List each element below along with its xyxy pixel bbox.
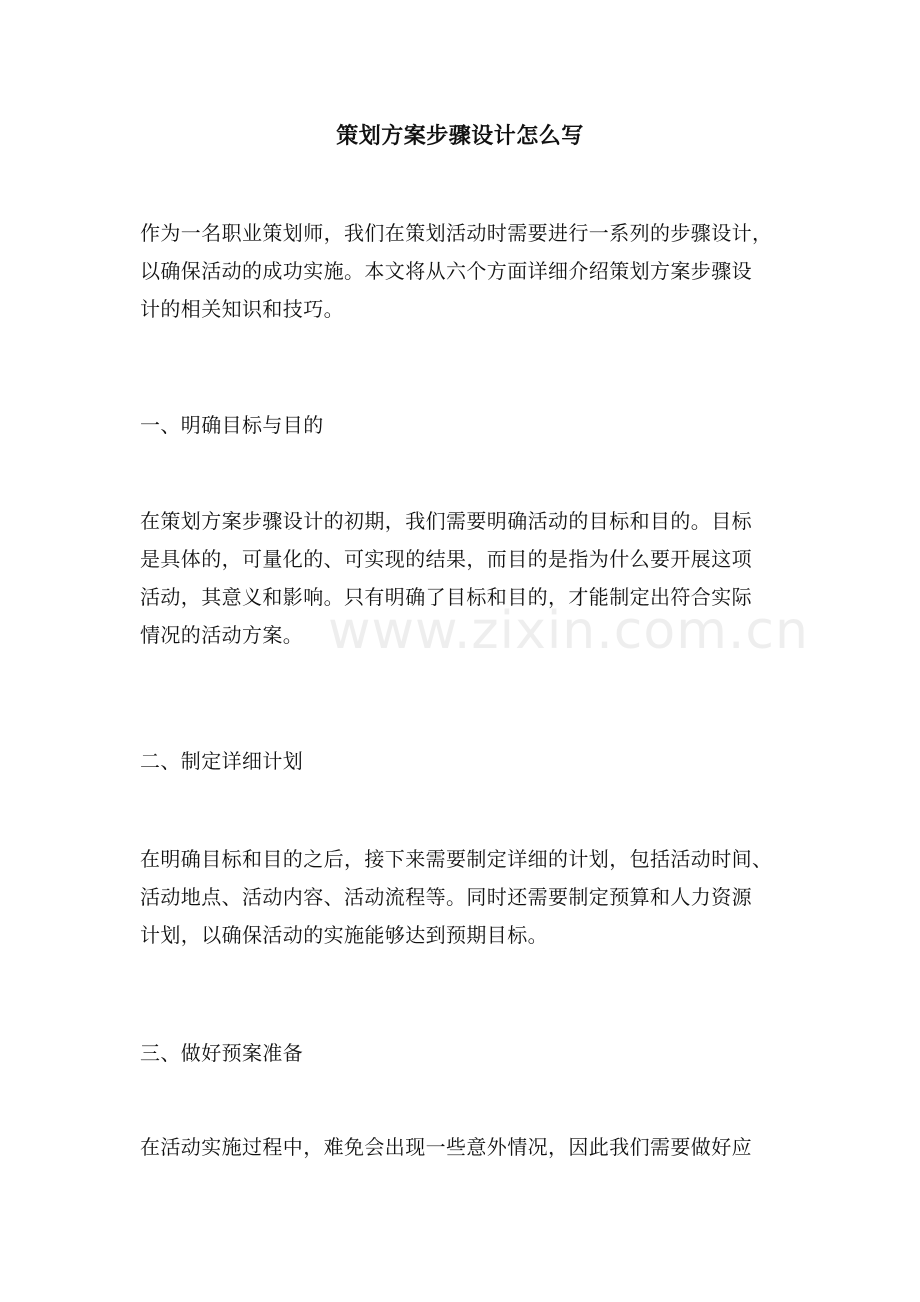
paragraph-line: 情况的活动方案。: [140, 623, 304, 647]
paragraph-line: 计的相关知识和技巧。: [140, 297, 344, 321]
section-heading-2: 二、制定详细计划: [140, 749, 304, 773]
section-heading-1: 一、明确目标与目的: [140, 413, 324, 437]
paragraph-line: 活动，其意义和影响。只有明确了目标和目的，才能制定出符合实际: [140, 585, 752, 609]
paragraph-line: 计划，以确保活动的实施能够达到预期目标。: [140, 923, 548, 947]
intro-paragraph: [140, 214, 788, 328]
paragraph-line: 在活动实施过程中，难免会出现一些意外情况，因此我们需要做好应: [140, 1135, 752, 1159]
section-1-paragraph: [140, 502, 788, 654]
section-2-paragraph: [140, 840, 788, 954]
paragraph-line: 是具体的，可量化的、可实现的结果，而目的是指为什么要开展这项: [140, 547, 752, 571]
paragraph-line: 活动地点、活动内容、活动流程等。同时还需要制定预算和人力资源: [140, 885, 752, 909]
section-3-paragraph: [140, 1128, 788, 1166]
paragraph-line: 以确保活动的成功实施。本文将从六个方面详细介绍策划方案步骤设: [140, 259, 752, 283]
watermark-text: www.zixin.com.cn: [328, 601, 809, 661]
section-heading-3: 三、做好预案准备: [140, 1041, 304, 1065]
paragraph-line: 在明确目标和目的之后，接下来需要制定详细的计划，包括活动时间、: [140, 847, 773, 871]
document-title: 策划方案步骤设计怎么写: [336, 123, 584, 149]
paragraph-line: 在策划方案步骤设计的初期，我们需要明确活动的目标和目的。目标: [140, 509, 752, 533]
paragraph-line: 作为一名职业策划师，我们在策划活动时需要进行一系列的步骤设计，: [140, 221, 773, 245]
